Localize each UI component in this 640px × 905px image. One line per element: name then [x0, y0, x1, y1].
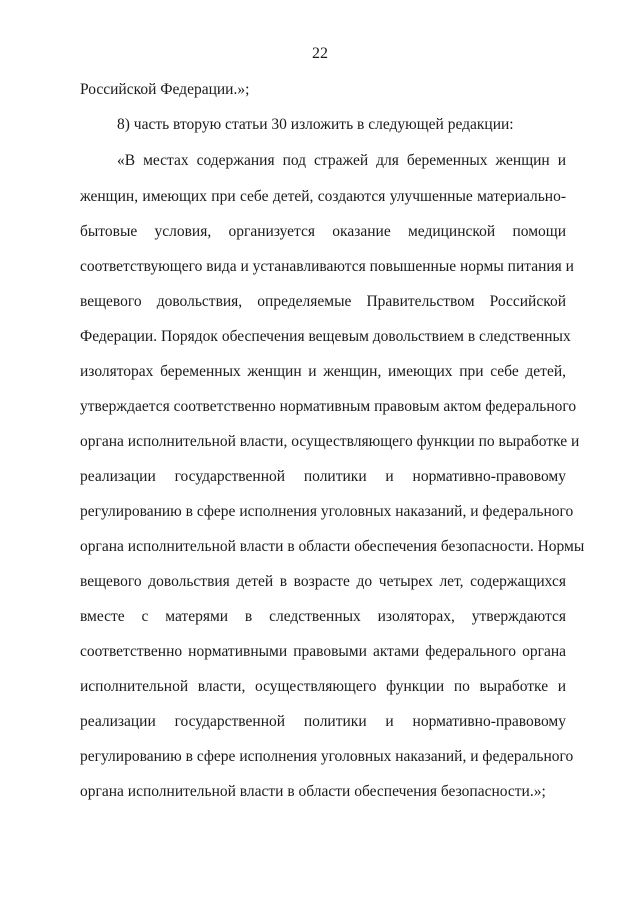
- text-line: вместе с матерями в следственных изоляторах, утверждаются: [80, 608, 566, 625]
- text-line: соответствующего вида и устанавливаются повышенные нормы питания и: [80, 258, 574, 275]
- page-number: 22: [312, 45, 328, 62]
- text-line: вещевого довольствия, определяемые Правительством Российской: [80, 293, 566, 310]
- text-line: регулированию в сфере исполнения уголовных наказаний, и федерального: [80, 503, 574, 520]
- text-line: органа исполнительной власти в области обеспечения безопасности.»;: [80, 783, 546, 800]
- text-line: органа исполнительной власти в области обеспечения безопасности. Нормы: [80, 538, 585, 555]
- text-line: вещевого довольствия детей в возрасте до четырех лет, содержащихся: [80, 573, 566, 590]
- text-line: реализации государственной политики и нормативно-правовому: [80, 713, 566, 730]
- text-line: соответственно нормативными правовыми актами федерального органа: [80, 643, 566, 660]
- text-line: реализации государственной политики и нормативно-правовому: [80, 468, 566, 485]
- text-line: органа исполнительной власти, осуществляющего функции по выработке и: [80, 433, 580, 450]
- text-line: Федерации. Порядок обеспечения вещевым довольствием в следственных: [80, 328, 571, 345]
- text-line: 8) часть вторую статьи 30 изложить в следующей редакции:: [117, 116, 514, 133]
- text-line: утверждается соответственно нормативным правовым актом федерального: [80, 398, 577, 415]
- text-line: изоляторах беременных женщин и женщин, имеющих при себе детей,: [80, 363, 566, 380]
- text-line: регулированию в сфере исполнения уголовных наказаний, и федерального: [80, 748, 574, 765]
- text-line: исполнительной власти, осуществляющего функции по выработке и: [80, 678, 566, 695]
- text-line: бытовые условия, организуется оказание медицинской помощи: [80, 223, 566, 240]
- text-line: Российской Федерации.»;: [80, 81, 250, 98]
- text-line: «В местах содержания под стражей для беременных женщин и: [117, 152, 566, 169]
- text-line: женщин, имеющих при себе детей, создаются улучшенные материально-: [80, 188, 566, 205]
